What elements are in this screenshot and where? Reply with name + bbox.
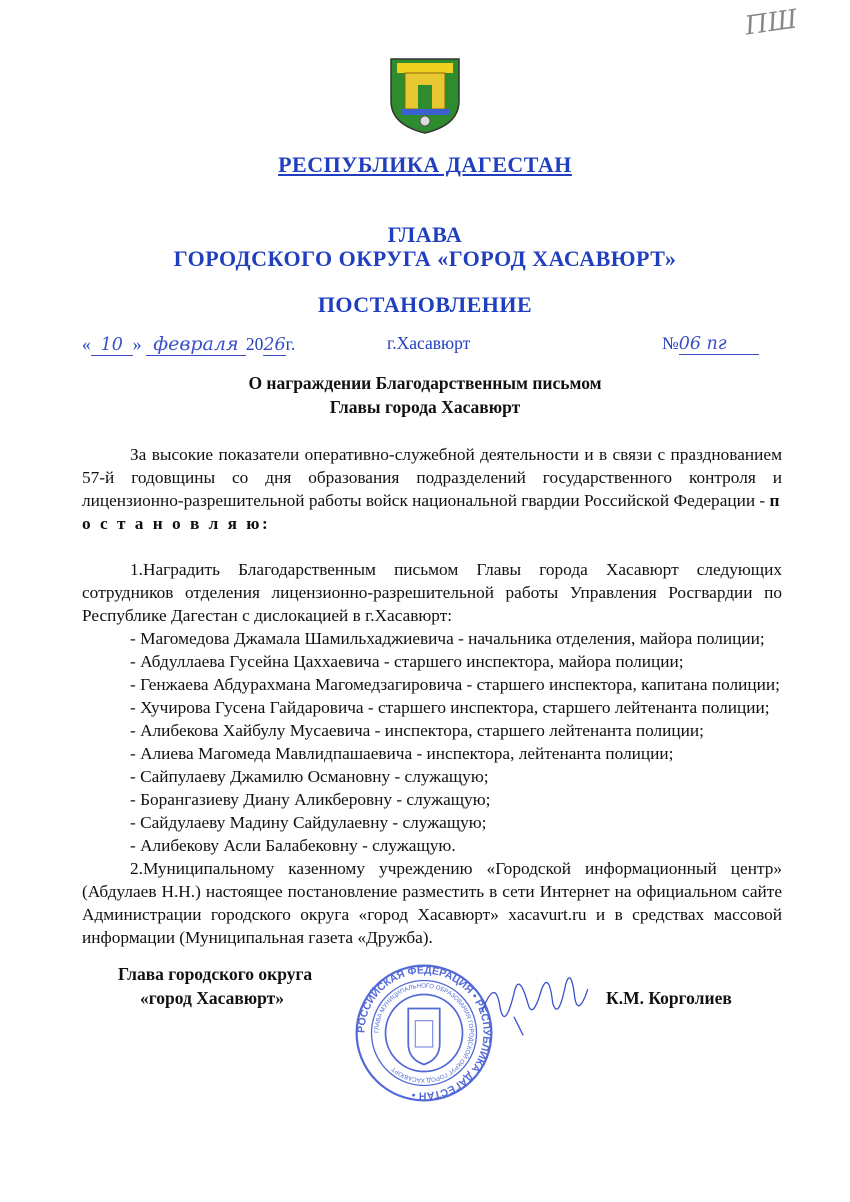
number-value: 06 пг: [679, 334, 759, 355]
office-heading-line2: ГОРОДСКОГО ОКРУГА «ГОРОД ХАСАВЮРТ»: [173, 246, 677, 271]
date-line: [82, 333, 295, 356]
year-suffix: 26: [263, 335, 286, 355]
date-month: февраля: [146, 333, 246, 356]
document-body: [82, 443, 782, 1103]
document-number: [662, 333, 759, 355]
recipient: - Сайпулаеву Джамилю Османовну - служащую;: [130, 767, 489, 786]
svg-text:ГЛАВА МУНИЦИПАЛЬНОГО ОБРАЗОВАН: ГЛАВА МУНИЦИПАЛЬНОГО ОБРАЗОВАНИЯ ГОРОДСКОЙ ОКРУГ ГОРОД ХАСАВЮРТ: [373, 982, 475, 1084]
title-line1: О награждении Благодарственным письмом: [248, 373, 602, 393]
signatory-name: К.М. Корголиев: [606, 988, 732, 1008]
recipient: - Абдуллаева Гусейна Цаххаевича - старшего инспектора, майора полиции;: [130, 652, 684, 671]
decree-word: п о с т а н о в л я ю:: [82, 491, 782, 533]
place: г.Хасавюрт: [387, 333, 471, 353]
recipient: - Борангазиеву Диану Аликберовну - служащую;: [130, 790, 491, 809]
signatory-position-line2: «город Хасавюрт»: [140, 988, 285, 1008]
date-day: 10: [91, 335, 133, 356]
item-1: 1.Наградить Благодарственным письмом Главы города Хасавюрт следующих сотрудников отделения лицензионно-разрешительной работы Управления Росгвардии по Республике Дагестан с дислокацией в г.Хасавюрт:: [82, 560, 782, 625]
quote-open: «: [82, 334, 91, 354]
official-seal: [354, 963, 494, 1109]
number-label: №: [662, 333, 679, 353]
recipient: - Магомедова Джамала Шамильхаджиевича - начальника отделения, майора полиции;: [130, 629, 765, 648]
republic-heading: РЕСПУБЛИКА ДАГЕСТАН: [278, 152, 572, 177]
preamble-text: За высокие показатели оперативно-служебной деятельности и в связи с празднованием 57-й годовщины со дня образования подразделений государственного контроля и лицензионно-разрешительной работы войск национальной гвардии Российской Федерации -: [82, 445, 782, 510]
recipient: - Алибекову Асли Балабековну - служащую.: [130, 836, 456, 855]
signature-block: [82, 963, 782, 1103]
handwritten-signature: [477, 963, 597, 1049]
preamble: [82, 443, 782, 535]
recipient: - Сайдулаеву Мадину Сайдулаевну - служащую;: [130, 813, 487, 832]
svg-text:РОССИЙСКАЯ ФЕДЕРАЦИЯ • РЕСПУБЛ: РОССИЙСКАЯ ФЕДЕРАЦИЯ • РЕСПУБЛИКА ДАГЕСТАН •: [355, 964, 493, 1102]
title-line2: Главы города Хасавюрт: [329, 397, 521, 417]
year-mark: г.: [285, 334, 296, 354]
signatory-position-line1: Глава городского округа: [118, 964, 313, 984]
recipient: - Алибекова Хайбулу Мусаевича - инспектора, старшего лейтенанта полиции;: [130, 721, 704, 740]
quote-close: »: [132, 334, 142, 354]
document-type: ПОСТАНОВЛЕНИЕ: [317, 292, 533, 317]
recipient: - Генжаева Абдурахмана Магомедзагировича - старшего инспектора, капитана полиции;: [130, 675, 780, 694]
year-prefix: 20: [245, 334, 264, 354]
recipient: - Хучирова Гусена Гайдаровича - старшего инспектора, старшего лейтенанта полиции;: [130, 698, 770, 717]
item-2: 2.Муниципальному казенному учреждению «Городской информационный центр» (Абдулаев Н.Н.) настоящее постановление разместить в сети Интернет на официальном сайте Администрации городского округа «город Хасавюрт» xacavurt.ru и в средствах массовой информации (Муниципальная газета «Дружба).: [82, 859, 782, 947]
city-coat-of-arms: [387, 55, 463, 140]
office-heading-line1: ГЛАВА: [387, 222, 463, 247]
recipient: - Алиева Магомеда Мавлидпашаевича - инспектора, лейтенанта полиции;: [130, 744, 674, 763]
handwritten-corner-mark: ПШ: [743, 4, 800, 42]
